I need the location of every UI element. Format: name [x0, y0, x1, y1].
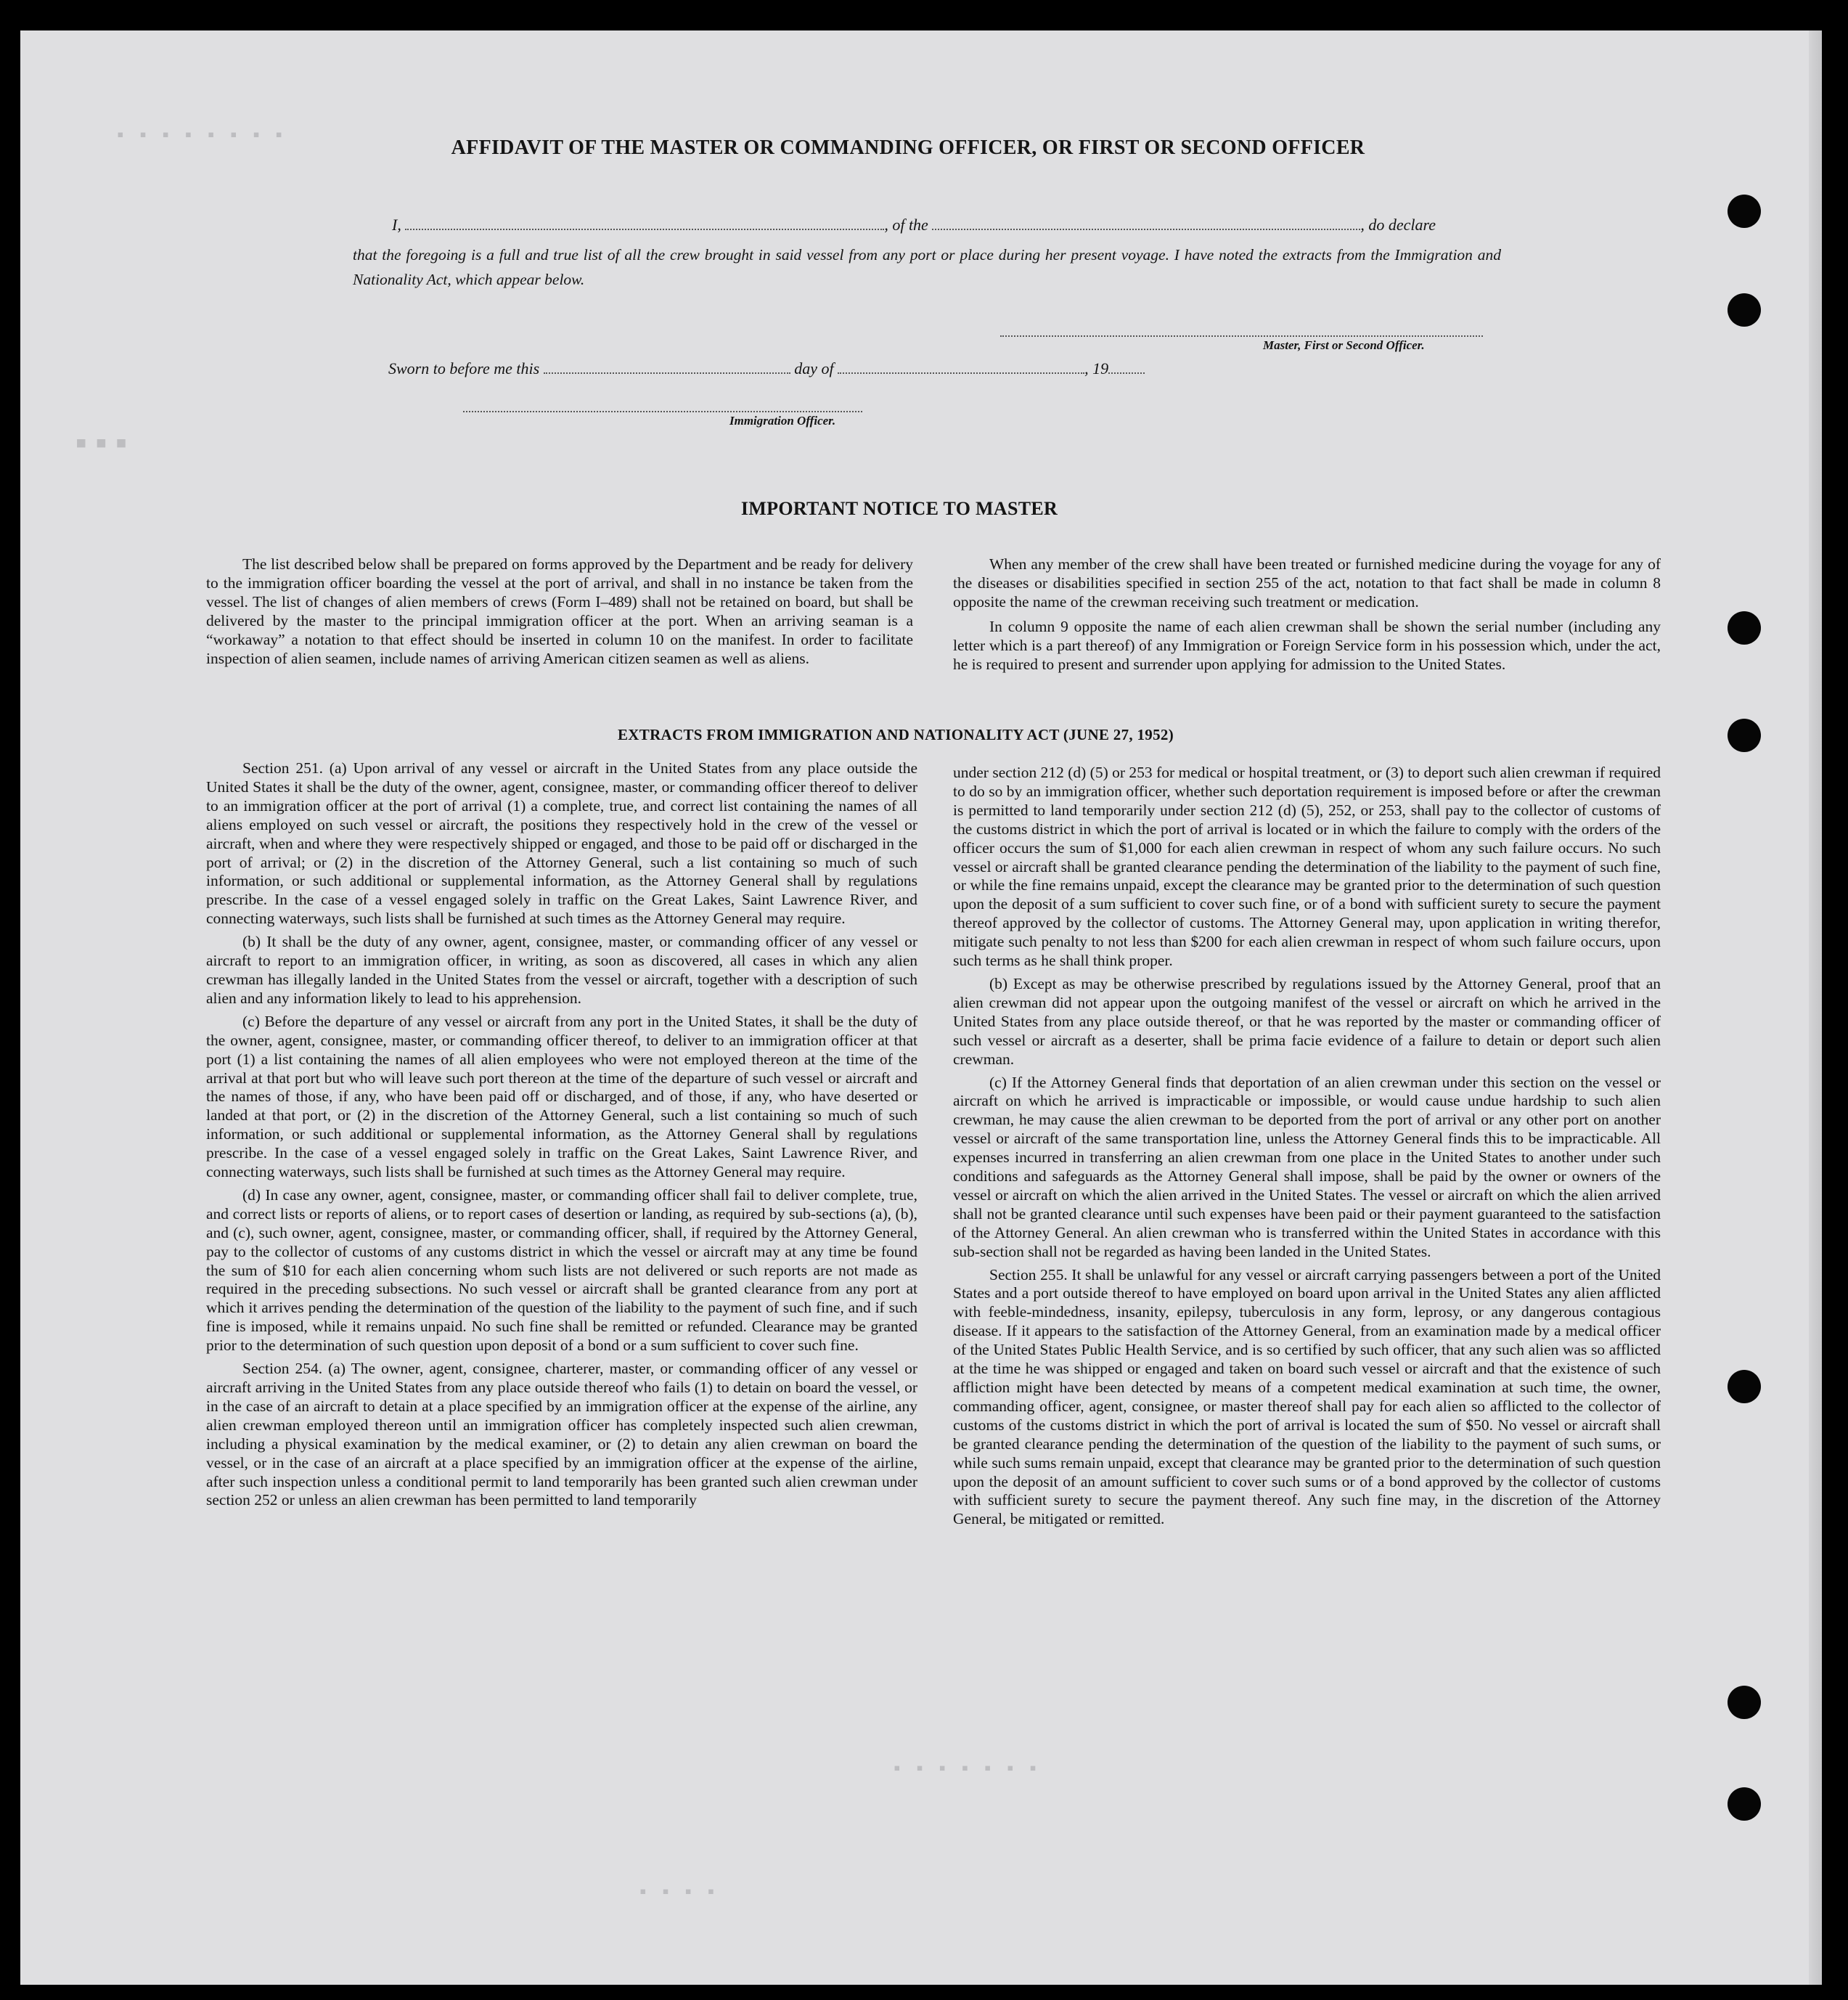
extract-paragraph: (c) If the Attorney General finds that deportation of an alien crewman under this section on the vessel or aircraft on which he arrived is impracticable or impossible, or would cause undue hardship to such alien crewman, he may cause the alien crewman to be deported from the port of arrival or any other port on another vessel or aircraft of the same transportation line, unless the Attorney General finds this to be impracticable. All expenses incurred in transferring an alien crewman from one place in the United States to another under such conditions and safeguards as the Attorney General shall impose, shall be paid by the owner or owners of the vessel or aircraft on which the alien arrived in the United States. The vessel or aircraft on which the alien arrived shall not be granted clearance until such expenses have been paid or their payment guaranteed to the satisfaction of the Attorney General. An alien crewman who is transferred within the United States in accordance with this sub-section shall not be regarded as having been landed in the United States. [953, 1073, 1661, 1260]
extract-paragraph: (b) Except as may be otherwise prescribed by regulations issued by the Attorney General, proof that an alien crewman did not appear upon the outgoing manifest of the vessel or aircraft on which he arrived in the United States from any place outside thereof, or that he was reported by the master or commanding officer of such vessel or aircraft as a deserter, shall be prima facie evidence of a failure to detain or deport such alien crewman. [953, 974, 1661, 1068]
notice-title: IMPORTANT NOTICE TO MASTER [740, 498, 1058, 519]
sworn-month-field[interactable] [838, 359, 1084, 374]
sworn-day-field[interactable] [544, 359, 790, 374]
punch-hole [1728, 195, 1761, 228]
extract-paragraph: Section 255. It shall be unlawful for any vessel or aircraft carrying passengers between a port of the United States and a port outside thereof to have employed on board upon arrival in the United States any alien afflicted with feeble-mindedness, insanity, epilepsy, tuberculosis in any form, leprosy, or any dangerous contagious disease. If it appears to the satisfaction of the Attorney General, from an examination made by a medical officer of the United States Public Health Service, and is so certified by such officer, that any such alien was so afflicted at the time he was shipped or engaged and taken on board such vessel or aircraft and that the existence of such affliction might have been detected by means of a competent medical examination at such time, the owner, commanding officer, agent, consignee, or master thereof shall pay for each alien so afflicted to the collector of customs of the customs district in which the port of arrival is located the sum of $50. No vessel or aircraft shall be granted clearance pending the determination of the question of the liability to the payment of such sums, or while such sums remain unpaid, except that clearance may be granted prior to the determination of such question upon the deposit of an amount sufficient to cover such sums or of a bond approved by the collector of customs with sufficient surety to secure the payment thereof. Any such fine may, in the discretion of the Attorney General, be mitigated or remitted. [953, 1265, 1661, 1528]
punch-hole [1728, 1686, 1761, 1719]
document-page [20, 30, 1822, 1985]
notice-right-paragraph: In column 9 opposite the name of each alien crewman shall be shown the serial number (including any letter which is a part thereof) of any Immigration or Foreign Service form in his possession which, under the act, he is required to present and surrender upon applying for admission to the United States. [953, 617, 1661, 673]
affidavit-statement: that the foregoing is a full and true list of all the crew brought in said vessel from any port or place during her present voyage. I have noted the extracts from the Immigration and Nationality Act, which appear below. [353, 246, 1501, 288]
extract-paragraph: Section 254. (a) The owner, agent, consignee, charterer, master, or commanding officer of any vessel or aircraft arriving in the United States from any place outside thereof who fails (1) to detain on board the vessel, or in the case of an aircraft to detain at a place specified by an immigration officer at the expense of the airline, any alien crewman employed thereon until an immigration officer has completely inspected such alien crewman, including a physical examination by the medical examiner, or (2) to detain any alien crewman on board the vessel, or in the case of an aircraft at a place specified by an immigration officer at the expense of the airline, after such inspection unless a conditional permit to land temporarily has been granted such alien crewman under section 252 or unless an alien crewman has been permitted to land temporarily [206, 1360, 917, 1509]
do-declare-label: , do declare [1360, 216, 1436, 234]
sworn-year-field[interactable] [1108, 359, 1145, 374]
extracts-left-column [206, 759, 917, 1514]
notice-right-paragraph: When any member of the crew shall have been treated or furnished medicine during the voyage for any of the diseases or disabilities specified in section 255 of the act, notation to that fact shall be made in column 8 opposite the name of the crewman receiving such treatment or medication. [953, 555, 1661, 611]
bleed-through-mark: ▪ ▪ ▪ ▪ [637, 1882, 717, 1903]
punch-hole [1728, 293, 1761, 327]
year-label: , 19 [1084, 359, 1109, 377]
day-of-label: day of [794, 359, 834, 377]
punch-hole [1728, 1370, 1761, 1403]
extracts-right-column [953, 764, 1661, 1533]
bleed-through-mark: ▪ ▪ ▪ ▪ ▪ ▪ ▪ [891, 1758, 1039, 1780]
extracts-title: EXTRACTS FROM IMMIGRATION AND NATIONALITY ACT (JUNE 27, 1952) [618, 726, 1174, 743]
extract-paragraph: under section 212 (d) (5) or 253 for medical or hospital treatment, or (3) to deport such alien crewman if required to do so by an immigration officer, whether such deportation requirement is imposed before or after the crewman is permitted to land temporarily under section 212 (d) (5), 252, or 253, shall pay to the collector of customs of the customs district in which the port of arrival is located or in which the failure to comply with the orders of the officer occurs the sum of $1,000 for each alien crewman in respect of whom any such failure occurs. No such vessel or aircraft shall be granted clearance pending the determination of the liability to the payment of such fine, or while the fine remains unpaid, except the clearance may be granted prior to the determination of such question upon the deposit of a sum sufficient to cover such fine, or of a bond with sufficient surety to secure the payment thereof approved by the collector of customs. The Attorney General may, upon application in writing therefor, mitigate such penalty to not less than $200 for each alien crewman in respect of whom such failure occurs, upon such terms as he shall think proper. [953, 764, 1661, 970]
vessel-name-field[interactable] [932, 216, 1360, 230]
declarant-name-field[interactable] [405, 216, 884, 230]
notice-left-paragraph: The list described below shall be prepared on forms approved by the Department and be ready for delivery to the immigration officer boarding the vessel at the port of arrival, and shall in no instance be taken from the vessel. The list of changes of alien members of crews (Form I–489) shall not be retained on board, but shall be delivered by the master to the principal immigration officer at the port. When an arriving seaman is a “workaway” a notation to that effect should be inserted in column 10 on the manifest. In order to facilitate inspection of alien seamen, include names of arriving American citizen seamen as well as aliens. [206, 555, 913, 667]
extract-paragraph: (d) In case any owner, agent, consignee, master, or commanding officer shall fail to deliver complete, true, and correct lists or reports of aliens, or to report cases of desertion or landing, as required by sub-sections (a), (b), and (c), such owner, agent, consignee, master, or commanding officer, shall, if required by the Attorney General, pay to the collector of customs of any customs district in which the vessel or aircraft may at any time be found the sum of $10 for each alien concerning whom such lists are not delivered or such reports are not made as required in the preceding subsections. No such vessel or aircraft shall be granted clearance from any port at which it arrives pending the determination of the question of the liability to the payment of such fine, and if such fine is imposed, while it remains unpaid. No such fine shall be remitted or refunded. Clearance may be granted prior to the determination of such question upon deposit of a bond or a sum sufficient to cover such fine. [206, 1185, 917, 1355]
extract-paragraph: Section 251. (a) Upon arrival of any vessel or aircraft in the United States from any place outside the United States it shall be the duty of the owner, agent, consignee, master, or commanding officer thereof to deliver to an immigration officer at the port of arrival (1) a complete, true, and correct list containing the names of all aliens employed on such vessel or aircraft, the positions they respectively hold in the crew of the vessel or aircraft, when and where they were respectively shipped or engaged, and those to be paid off or discharged in the port of arrival; or (2) in the discretion of the Attorney General, such a list containing so much of such information, or such additional or supplemental information, as the Attorney General shall by regulations prescribe. In the case of a vessel engaged solely in traffic on the Great Lakes, Saint Lawrence River, and connecting waterways, such lists shall be furnished at such times as the Attorney General may require. [206, 759, 917, 928]
notice-left-column [206, 555, 913, 672]
page-edge-shadow [1809, 30, 1822, 1985]
bleed-through-mark: ▪▪▪ [71, 426, 131, 464]
punch-hole [1728, 611, 1761, 645]
declarant-label: I, [392, 216, 401, 234]
master-signature-label: Master, First or Second Officer. [1263, 338, 1425, 352]
sworn-label: Sworn to before me this [388, 359, 540, 377]
affidavit-title: AFFIDAVIT OF THE MASTER OR COMMANDING OFFICER, OR FIRST OR SECOND OFFICER [451, 136, 1365, 159]
immigration-officer-label: Immigration Officer. [729, 414, 836, 428]
immigration-officer-signature-line[interactable] [463, 411, 862, 412]
bleed-through-mark: ▪ ▪ ▪ ▪ ▪ ▪ ▪ ▪ [115, 125, 285, 147]
affidavit-declaration-line [392, 216, 1436, 234]
sworn-line [388, 359, 1145, 378]
extract-paragraph: (c) Before the departure of any vessel or aircraft from any port in the United States, it shall be the duty of the owner, agent, consignee, master, or commanding officer thereof, to deliver to an immigration officer at that port (1) a list containing the names of all alien employees who were not employed thereon at the time of the arrival at that port but who will leave such port thereon at the time of the departure of such vessel or aircraft and the names of those, if any, who have been paid off or discharged, and of those, if any, who have deserted or landed at that port, or (2) in the discretion of the Attorney General, such a list containing so much of such information, or such additional or supplemental information, as the Attorney General shall by regulations prescribe. In the case of a vessel engaged solely in traffic on the Great Lakes, Saint Lawrence River, and connecting waterways, such lists shall be furnished at such times as the Attorney General may require. [206, 1012, 917, 1181]
punch-hole [1728, 1787, 1761, 1821]
notice-right-column [953, 555, 1661, 678]
master-signature-line[interactable] [1000, 335, 1483, 337]
extract-paragraph: (b) It shall be the duty of any owner, agent, consignee, master, or commanding officer of any vessel or aircraft to report to an immigration officer, in writing, as soon as discovered, all cases in which any alien crewman has illegally landed in the United States from the vessel or aircraft, together with a description of such alien and any information likely to lead to his apprehension. [206, 933, 917, 1007]
of-the-label: , of the [884, 216, 928, 234]
